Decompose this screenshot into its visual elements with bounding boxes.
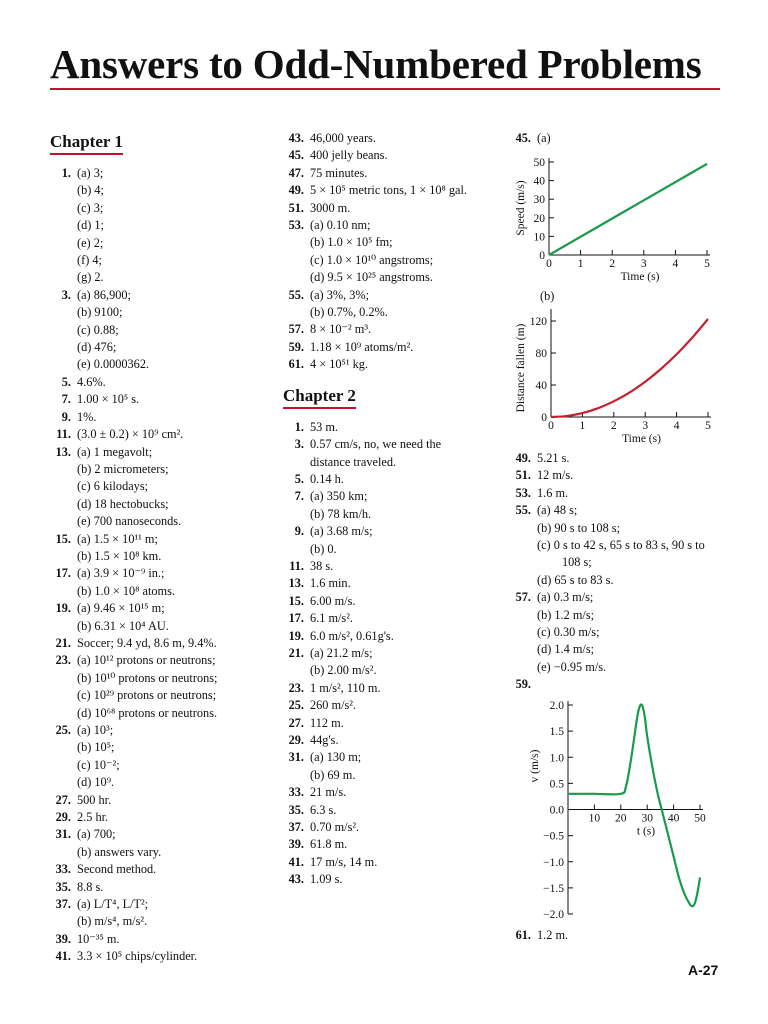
answer-text: (a) 0.10 nm;	[310, 218, 371, 233]
x-tick-label: 10	[588, 812, 601, 825]
answer-text: (b) 0.7%, 0.2%.	[310, 305, 388, 320]
problem-number: 53.	[515, 485, 531, 500]
page-number: A-27	[688, 962, 719, 978]
y-tick-label: −1.5	[543, 882, 564, 895]
answer-text: 6.0 m/s², 0.61g's.	[310, 628, 394, 643]
problem-number: 7.	[61, 392, 71, 407]
problem-number: 51.	[288, 200, 304, 215]
answer-text: (a) 21.2 m/s;	[310, 645, 373, 660]
x-tick-label: 0	[546, 258, 552, 270]
answer-text: 1 m/s², 110 m.	[310, 680, 381, 695]
problem-number: 33.	[288, 785, 304, 800]
answer-text: (e) 0.0000362.	[77, 357, 150, 372]
answer-text: (a) 3;	[77, 166, 104, 180]
x-tick-label: 30	[641, 812, 653, 825]
answer-text: 46,000 years.	[310, 131, 376, 145]
answer-text: 112 m.	[310, 715, 344, 730]
problem-number: 45.	[515, 131, 531, 145]
answer-text: distance traveled.	[310, 454, 397, 469]
answer-text: (b) 4;	[77, 183, 104, 198]
answer-text: (b) 69 m.	[310, 767, 356, 782]
answer-text: 17 m/s, 14 m.	[310, 854, 378, 869]
x-tick-label: 1	[577, 258, 584, 270]
answer-text: 10⁻³⁵ m.	[77, 931, 120, 946]
answer-text: (a) L/T⁴, L/T²;	[77, 897, 149, 912]
answer-text: (c) 10²⁹ protons or neutrons;	[77, 688, 217, 703]
answer-text: (b) 6.31 × 10⁴ AU.	[77, 618, 169, 633]
y-tick-label: 50	[533, 157, 545, 169]
answer-text: (b) 1.0 × 10⁵ fm;	[310, 235, 393, 250]
answer-text: 53 m.	[310, 419, 339, 434]
panel-label: (b)	[540, 289, 555, 303]
problem-number: 27.	[288, 715, 304, 730]
answer-text: 1.6 m.	[537, 485, 569, 500]
y-tick-label: 40	[535, 380, 547, 392]
answer-text: (b) answers vary.	[77, 844, 162, 859]
series-line	[549, 164, 707, 255]
answer-text: (b) 1.5 × 10⁸ km.	[77, 548, 162, 563]
answer-text: Soccer; 9.4 yd, 8.6 m, 9.4%.	[77, 635, 217, 650]
problem-number: 21.	[55, 635, 71, 650]
y-tick-label: 40	[533, 175, 545, 188]
problem-number: 43.	[288, 131, 304, 145]
series-line	[568, 704, 700, 906]
problem-number: 41.	[55, 949, 71, 964]
answer-text: (e) 2;	[77, 235, 104, 250]
problem-number: 33.	[55, 862, 71, 877]
answer-text: 6.00 m/s.	[310, 593, 356, 608]
problem-number: 25.	[288, 698, 304, 713]
x-tick-label: 0	[548, 420, 554, 432]
problem-number: 43.	[288, 872, 304, 887]
answer-text: (c) 0.88;	[77, 322, 119, 337]
answer-text: (e) −0.95 m/s.	[537, 659, 607, 674]
answer-text: 38 s.	[310, 558, 334, 573]
y-tick-label: 80	[535, 348, 547, 360]
answer-text: (e) 700 nanoseconds.	[77, 514, 182, 529]
answer-text: 8 × 10⁻² m³.	[310, 322, 372, 337]
series-line	[551, 319, 708, 417]
answer-text: (d) 1.4 m/s;	[537, 642, 595, 657]
answer-text: 108 s;	[562, 555, 592, 570]
problem-number: 23.	[55, 653, 71, 668]
y-tick-label: 20	[533, 212, 545, 225]
answer-text: 12 m/s.	[537, 468, 574, 483]
problem-number: 15.	[55, 531, 71, 546]
problem-number: 31.	[288, 750, 304, 765]
answer-text: (b) m/s⁴, m/s².	[77, 914, 148, 929]
y-tick-label: −2.0	[543, 909, 564, 921]
y-tick-label: −1.0	[543, 856, 564, 869]
answer-text: (a) 700;	[77, 827, 116, 842]
y-tick-label: 0	[539, 250, 545, 262]
answer-text: (a) 48 s;	[537, 503, 578, 518]
y-tick-label: 10	[533, 231, 545, 244]
y-tick-label: 120	[529, 316, 547, 328]
answer-text: 2.5 hr.	[77, 810, 109, 825]
answer-text: 75 minutes.	[310, 165, 368, 180]
answer-text: (c) 0.30 m/s;	[537, 625, 600, 640]
answer-text: (c) 3;	[77, 200, 104, 215]
answer-text: 3.3 × 10⁵ chips/cylinder.	[77, 949, 198, 964]
problem-number: 49.	[288, 183, 304, 198]
answer-text: (g) 2.	[77, 270, 104, 285]
answer-text: (d) 476;	[77, 340, 117, 355]
answer-text: (a) 1.5 × 10¹¹ m;	[77, 531, 158, 546]
problem-number: 23.	[288, 680, 304, 695]
problem-number: 11.	[56, 427, 71, 442]
problem-number: 39.	[288, 837, 304, 852]
answer-text: (d) 10⁶⁸ protons or neutrons.	[77, 705, 218, 720]
problem-number: 51.	[515, 468, 531, 483]
answer-text: (a) 3%, 3%;	[310, 287, 370, 302]
answer-text: (f) 4;	[77, 253, 102, 268]
answer-text: 400 jelly beans.	[310, 148, 388, 163]
answer-text: 4 × 10⁵¹ kg.	[310, 357, 368, 372]
problem-number: 45.	[288, 148, 304, 163]
answer-text: (a) 3.68 m/s;	[310, 524, 373, 539]
answer-text: (d) 1;	[77, 218, 104, 233]
problem-number: 55.	[288, 287, 304, 302]
chapter-heading: Chapter 1	[50, 132, 123, 155]
y-axis-label: Speed (m/s)	[515, 180, 527, 236]
x-axis-label: t (s)	[636, 825, 656, 838]
answer-text: 4.6%.	[77, 374, 106, 389]
problem-number: 39.	[55, 931, 71, 946]
answer-text: 5.21 s.	[537, 451, 570, 465]
x-tick-label: 1	[579, 420, 586, 432]
problem-number: 3.	[294, 437, 304, 452]
answer-text: (d) 18 hectobucks;	[77, 496, 169, 511]
answer-text: (b) 0.	[310, 541, 337, 556]
problem-number: 5.	[294, 471, 304, 486]
answer-text: (a) 10¹² protons or neutrons;	[77, 653, 216, 668]
x-tick-label: 20	[615, 812, 627, 825]
problem-number: 15.	[288, 593, 304, 608]
answer-text: 1.6 min.	[310, 576, 351, 591]
y-axis-label: Distance fallen (m)	[515, 323, 527, 413]
problem-number: 13.	[55, 444, 71, 459]
problem-number: 1.	[294, 419, 304, 434]
problem-number: 53.	[288, 218, 304, 233]
answer-text: 1.18 × 10⁹ atoms/m².	[310, 339, 414, 354]
answer-text: 0.70 m/s².	[310, 820, 360, 835]
problem-number: 17.	[55, 566, 71, 581]
answer-text: (a) 10³;	[77, 723, 114, 737]
y-tick-label: 0.5	[549, 778, 564, 791]
x-axis-label: Time (s)	[622, 433, 661, 445]
problem-number: 59.	[515, 677, 531, 692]
problem-number: 19.	[55, 601, 71, 616]
answer-text: (d) 10⁹.	[77, 775, 115, 790]
problem-number: 57.	[288, 322, 304, 337]
y-tick-label: 30	[533, 194, 545, 207]
problem-number: 25.	[55, 723, 71, 737]
answer-text: (a) 3.9 × 10⁻⁹ in.;	[77, 566, 165, 581]
answer-text: (d) 65 s to 83 s.	[537, 572, 614, 587]
x-tick-label: 50	[694, 812, 706, 825]
x-tick-label: 2	[609, 258, 616, 270]
x-tick-label: 3	[640, 258, 647, 270]
y-tick-label: 0.0	[549, 804, 564, 817]
problem-number: 21.	[288, 645, 304, 660]
problem-number: 13.	[288, 576, 304, 591]
x-tick-label: 5	[705, 420, 711, 432]
problem-number: 35.	[288, 802, 304, 817]
answer-text: (c) 10⁻²;	[77, 757, 120, 772]
problem-number: 19.	[288, 628, 304, 643]
x-axis-label: Time (s)	[620, 271, 660, 283]
answer-text: 1.09 s.	[310, 872, 343, 887]
problem-number: 5.	[61, 374, 71, 389]
answer-text: (b) 90 s to 108 s;	[537, 520, 621, 535]
answer-text: (a)	[537, 131, 551, 145]
answer-text: (c) 6 kilodays;	[77, 479, 149, 494]
answer-text: 0.14 h.	[310, 471, 344, 486]
answer-text: (b) 1.0 × 10⁸ atoms.	[77, 583, 175, 598]
answer-text: (d) 9.5 × 10²⁵ angstroms.	[310, 270, 433, 285]
answer-text: (b) 9100;	[77, 305, 123, 320]
y-tick-label: 1.5	[549, 726, 564, 739]
problem-number: 27.	[55, 792, 71, 807]
answer-text: (b) 78 km/h.	[310, 506, 372, 521]
answer-text: 1%.	[77, 409, 97, 424]
answer-text: (b) 1.2 m/s;	[537, 607, 595, 622]
answer-text: (a) 130 m;	[310, 750, 362, 765]
answer-text: 1.00 × 10⁵ s.	[77, 392, 140, 407]
x-tick-label: 4	[672, 258, 679, 270]
problem-number: 7.	[294, 489, 304, 504]
problem-number: 1.	[61, 166, 71, 180]
problem-number: 55.	[515, 503, 531, 518]
problem-number: 9.	[61, 409, 71, 424]
answer-text: (a) 9.46 × 10¹⁵ m;	[77, 601, 165, 616]
problem-number: 57.	[515, 590, 531, 605]
problem-number: 35.	[55, 879, 71, 894]
chapter-heading: Chapter 2	[283, 386, 356, 409]
x-tick-label: 40	[667, 812, 680, 825]
page-title: Answers to Odd-Numbered Problems	[50, 41, 702, 87]
problem-number: 31.	[55, 827, 71, 842]
y-tick-label: 1.0	[549, 752, 564, 765]
answer-text: (a) 86,900;	[77, 287, 131, 302]
x-tick-label: 3	[642, 420, 649, 432]
problem-number: 9.	[294, 524, 304, 539]
answer-text: 6.1 m/s².	[310, 611, 353, 626]
answer-text: 44g's.	[310, 733, 339, 747]
answer-text: 5 × 10⁵ metric tons, 1 × 10⁸ gal.	[310, 183, 468, 198]
problem-number: 61.	[515, 928, 531, 942]
x-tick-label: 2	[610, 420, 617, 432]
problem-number: 59.	[288, 339, 304, 354]
problem-number: 47.	[288, 165, 304, 180]
y-tick-label: 2.0	[549, 700, 564, 712]
answer-text: Second method.	[77, 862, 157, 877]
y-axis-label: v (m/s)	[529, 749, 541, 783]
answer-text: 1.2 m.	[537, 928, 569, 942]
answer-text: (3.0 ± 0.2) × 10⁹ cm².	[77, 427, 184, 442]
problem-number: 37.	[55, 897, 71, 912]
answer-text: (b) 10⁵;	[77, 740, 115, 755]
problem-number: 61.	[288, 357, 304, 372]
answer-text: 500 hr.	[77, 792, 112, 807]
answer-text: (c) 1.0 × 10¹⁰ angstroms;	[310, 252, 434, 267]
answer-text: (a) 350 km;	[310, 489, 368, 504]
y-tick-label: 0	[541, 412, 547, 424]
problem-number: 3.	[61, 287, 71, 302]
answer-text: 6.3 s.	[310, 802, 337, 817]
answer-text: 0.57 cm/s, no, we need the	[310, 437, 442, 452]
answer-text: (c) 0 s to 42 s, 65 s to 83 s, 90 s to	[537, 538, 705, 553]
answer-text: 61.8 m.	[310, 837, 348, 852]
answer-text: (a) 0.3 m/s;	[537, 590, 594, 605]
answer-text: (b) 2 micrometers;	[77, 461, 169, 476]
problem-number: 29.	[55, 810, 71, 825]
answer-text: (b) 10¹⁰ protons or neutrons;	[77, 670, 218, 685]
answer-text: 3000 m.	[310, 200, 351, 215]
problem-number: 49.	[515, 451, 531, 465]
problem-number: 11.	[289, 558, 304, 573]
answer-text: (a) 1 megavolt;	[77, 444, 153, 459]
answer-text: 8.8 s.	[77, 879, 104, 894]
problem-number: 29.	[288, 733, 304, 747]
answer-text: 21 m/s.	[310, 785, 347, 800]
answer-text: 260 m/s².	[310, 698, 357, 713]
y-tick-label: −0.5	[543, 830, 564, 843]
x-tick-label: 4	[673, 420, 680, 432]
problem-number: 17.	[288, 611, 304, 626]
problem-number: 37.	[288, 820, 304, 835]
x-tick-label: 5	[704, 258, 710, 270]
answer-text: (b) 2.00 m/s².	[310, 663, 377, 678]
problem-number: 41.	[288, 854, 304, 869]
